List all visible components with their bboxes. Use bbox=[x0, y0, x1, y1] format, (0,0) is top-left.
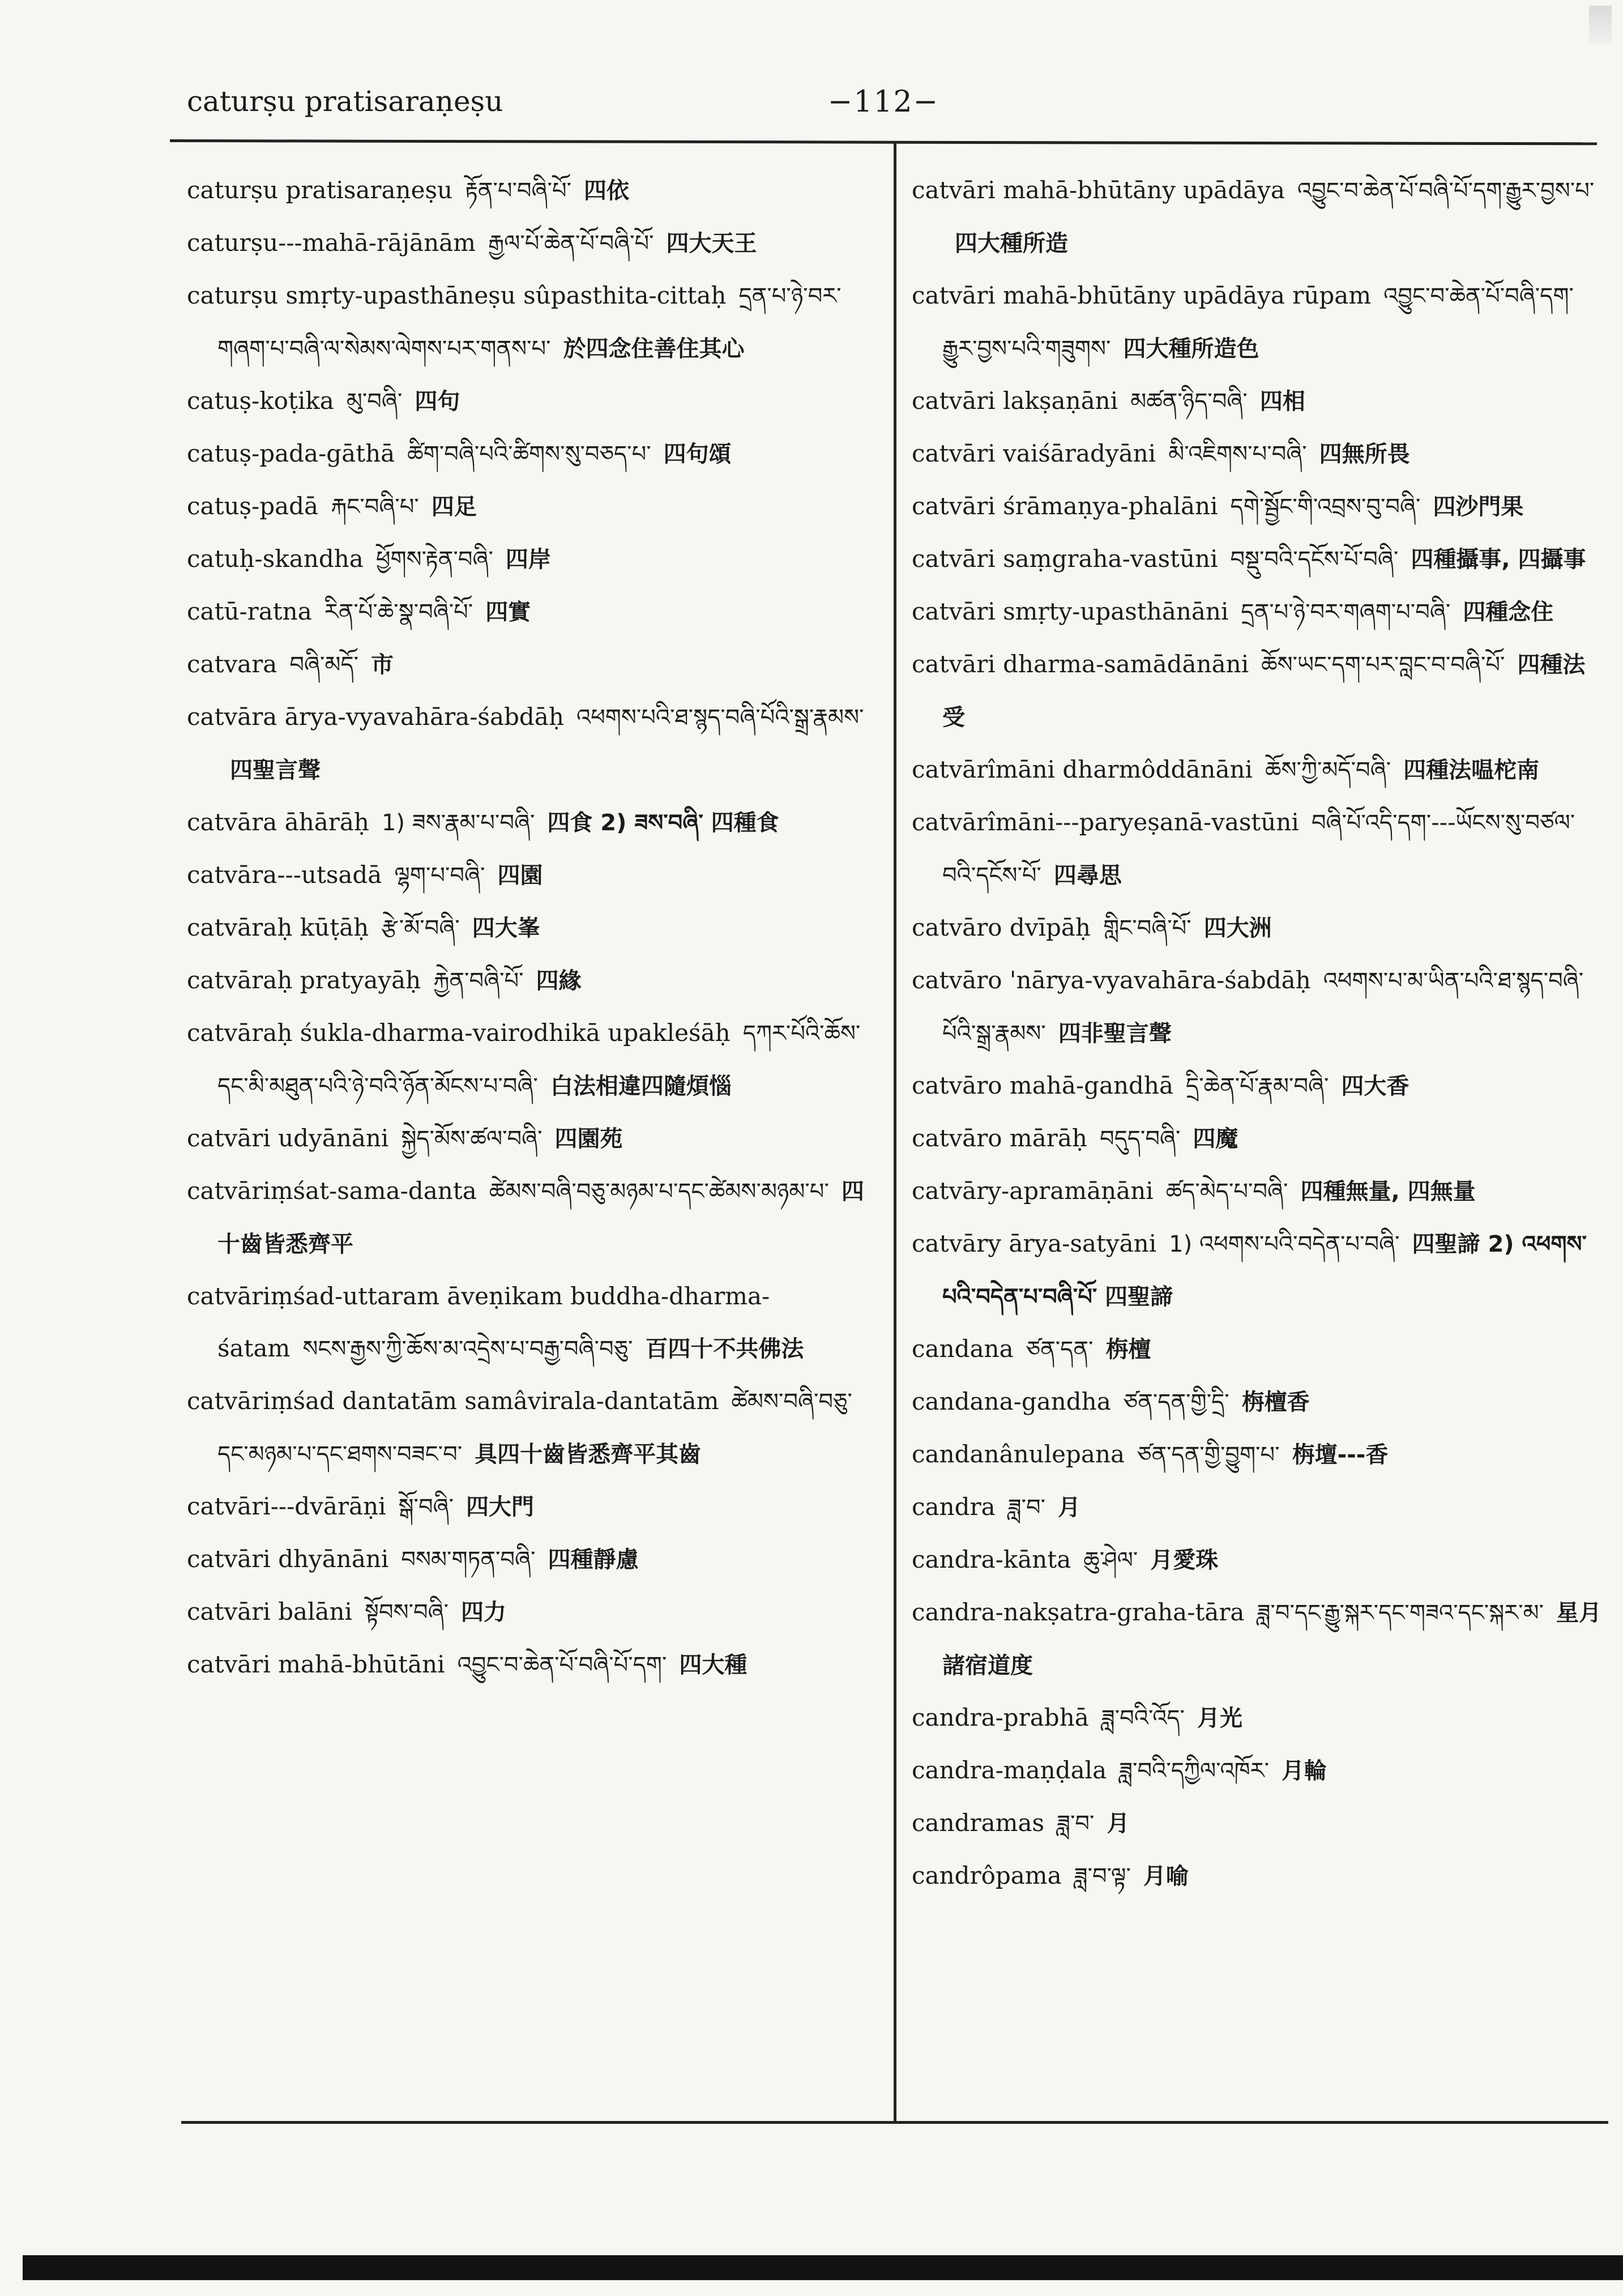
dictionary-entry bbox=[187, 1638, 875, 1691]
entry-chinese: 四聖言聲 bbox=[230, 757, 321, 783]
entry-tibetan: མི་འཇིགས་པ་བཞི་ bbox=[1168, 441, 1307, 467]
entry-headword: catvārîmāni dharmôddānāni bbox=[912, 756, 1253, 783]
entry-tibetan: སྒོ་བཞི་ bbox=[398, 1494, 454, 1520]
dictionary-entry bbox=[912, 1744, 1603, 1797]
entry-headword: candra-kānta bbox=[912, 1546, 1071, 1573]
entry-chinese: 四非聖言聲 bbox=[1058, 1021, 1172, 1047]
dictionary-entry bbox=[912, 796, 1603, 902]
dictionary-entry bbox=[912, 1218, 1603, 1323]
dictionary-entry bbox=[912, 375, 1603, 428]
entry-headword: catuṣ-padā bbox=[187, 492, 319, 520]
entry-tibetan: རྩེ་མོ་བཞི་ bbox=[381, 915, 460, 941]
entry-headword: caturṣu pratisaraṇeṣu bbox=[187, 176, 453, 204]
entry-headword: catvāriṃśat-sama-danta bbox=[187, 1177, 477, 1205]
entry-chinese: 四大種所造 bbox=[955, 231, 1068, 257]
entry-chinese: 栴檀 bbox=[1105, 1337, 1151, 1363]
entry-headword: catvāriṃśad dantatām samâvirala-dantatām bbox=[187, 1387, 719, 1415]
dictionary-entry bbox=[912, 1692, 1603, 1744]
dictionary-entry bbox=[187, 954, 875, 1007]
entry-headword: catvāri lakṣaṇāni bbox=[912, 387, 1118, 415]
dictionary-entry bbox=[912, 1850, 1603, 1902]
dictionary-entry bbox=[187, 1007, 875, 1112]
page-number: −112− bbox=[827, 85, 939, 119]
dictionary-entry bbox=[187, 1375, 875, 1480]
entry-chinese: 四岸 bbox=[505, 547, 551, 573]
entry-chinese: 四力 bbox=[461, 1599, 507, 1625]
entry-headword: catvāro mahā-gandhā bbox=[912, 1072, 1174, 1099]
entry-headword: caturṣu---mahā-rājānām bbox=[187, 229, 476, 257]
left-column bbox=[187, 164, 875, 1691]
entry-tibetan: ཟླ་བ་དང་རྒྱུ་སྐར་དང་གཟའ་དང་སྐར་མ་ bbox=[1257, 1600, 1544, 1626]
entry-headword: candramas bbox=[912, 1809, 1045, 1837]
dictionary-entry bbox=[187, 902, 875, 954]
entry-tibetan: ཚེམས་བཞི་བཅུ་མཉམ་པ་དང་ཚེམས་མཉམ་པ་ bbox=[489, 1179, 829, 1205]
entry-headword: candra-maṇḍala bbox=[912, 1756, 1107, 1784]
entry-tibetan: དཀར་པོའི་ཆོས་དང་མི་མཐུན་པའི་ཉེ་བའི་ཉོན་མོངས་པ་བཞི་ bbox=[217, 1021, 861, 1099]
dictionary-entry bbox=[912, 1060, 1603, 1112]
entry-chinese: 月光 bbox=[1197, 1705, 1242, 1731]
entry-headword: catuḥ-skandha bbox=[187, 545, 364, 573]
entry-headword: catvāry ārya-satyāni bbox=[912, 1230, 1157, 1257]
entry-chinese: 四聖諦 2) འཕགས་པའི་བདེན་པ་བཞི་པོ་ 四聖諦 bbox=[942, 1231, 1587, 1310]
entry-chinese: 栴壇---香 bbox=[1292, 1442, 1389, 1468]
dictionary-entry bbox=[187, 164, 875, 217]
entry-chinese: 四依 bbox=[583, 178, 629, 204]
entry-tibetan: འཕགས་པའི་ཐ་སྙད་བཞི་པོའི་སྒྲ་རྣམས་ bbox=[576, 705, 864, 731]
entry-tibetan: རྟོན་པ་བཞི་པོ་ bbox=[465, 178, 571, 204]
entry-tibetan: ཆུ་ཤེལ་ bbox=[1083, 1547, 1138, 1573]
entry-tibetan: ཟླ་བའི་འོད་ bbox=[1101, 1705, 1185, 1731]
dictionary-entry bbox=[187, 1112, 875, 1165]
entry-headword: catvāra āhārāḥ bbox=[187, 808, 369, 836]
entry-chinese: 四無所畏 bbox=[1319, 441, 1410, 467]
entry-chinese: 四沙門果 bbox=[1433, 494, 1524, 520]
entry-headword: candra-nakṣatra-graha-tāra bbox=[912, 1598, 1245, 1626]
entry-headword: candra-prabhā bbox=[912, 1704, 1089, 1731]
entry-tibetan: འབྱུང་བ་ཆེན་པོ་བཞི་པོ་དག་ bbox=[457, 1652, 667, 1678]
dictionary-entry bbox=[187, 533, 875, 586]
entry-tibetan: ཟླ་བ་ bbox=[1007, 1495, 1046, 1521]
entry-chinese: 月喻 bbox=[1143, 1863, 1189, 1889]
entry-headword: catū-ratna bbox=[187, 598, 312, 625]
entry-chinese: 月 bbox=[1107, 1811, 1130, 1837]
entry-chinese: 四相 bbox=[1259, 389, 1305, 415]
entry-tibetan: བསྡུ་བའི་དངོས་པོ་བཞི་ bbox=[1230, 547, 1399, 573]
entry-tibetan: ཟླ་བ་ལྟ་ bbox=[1074, 1863, 1131, 1889]
entry-tibetan: ཕྱོགས་རྟེན་བཞི་ bbox=[375, 547, 493, 573]
entry-tibetan: རིན་པོ་ཆེ་སྣ་བཞི་པོ་ bbox=[324, 599, 473, 625]
entry-tibetan: སྟོབས་བཞི་ bbox=[364, 1599, 449, 1625]
entry-tibetan: འབྱུང་བ་ཆེན་པོ་བཞི་པོ་དག་རྒྱུར་བྱས་པ་ bbox=[1297, 178, 1595, 204]
dictionary-entry bbox=[912, 480, 1603, 533]
dictionary-entry bbox=[912, 744, 1603, 796]
entry-chinese: 四種法受 bbox=[942, 652, 1586, 731]
dictionary-entry bbox=[187, 217, 875, 270]
entry-headword: candana-gandha bbox=[912, 1388, 1111, 1415]
entry-chinese: 四種攝事, 四攝事 bbox=[1411, 547, 1586, 573]
dictionary-entry bbox=[187, 796, 875, 849]
dictionary-entry bbox=[187, 849, 875, 902]
entry-headword: catvāri śrāmaṇya-phalāni bbox=[912, 492, 1218, 520]
column-divider bbox=[894, 142, 896, 2122]
entry-headword: catvāro dvīpāḥ bbox=[912, 914, 1091, 941]
entry-tibetan: 1) འཕགས་པའི་བདེན་པ་བཞི་ bbox=[1169, 1231, 1400, 1257]
entry-headword: candrôpama bbox=[912, 1862, 1062, 1889]
header-rule bbox=[170, 139, 1597, 145]
entry-tibetan: རྒྱལ་པོ་ཆེན་པོ་བཞི་པོ་ bbox=[488, 231, 654, 257]
entry-tibetan: གླིང་བཞི་པོ་ bbox=[1103, 915, 1191, 941]
dictionary-entry bbox=[187, 1270, 875, 1375]
entry-chinese: 星月諸宿道度 bbox=[942, 1600, 1601, 1679]
entry-headword: catvāro mārāḥ bbox=[912, 1124, 1087, 1152]
entry-headword: candra bbox=[912, 1493, 996, 1521]
entry-chinese: 市 bbox=[371, 652, 394, 678]
right-column bbox=[912, 164, 1603, 1902]
entry-headword: catvāraḥ kūṭāḥ bbox=[187, 914, 369, 941]
entry-chinese: 四種念住 bbox=[1463, 599, 1554, 625]
entry-chinese: 月愛珠 bbox=[1150, 1547, 1219, 1573]
dictionary-entry bbox=[912, 638, 1603, 744]
entry-headword: catvārîmāni---paryeṣanā-vastūni bbox=[912, 808, 1299, 836]
entry-chinese: 四實 bbox=[485, 599, 531, 625]
entry-tibetan: ཚིག་བཞི་པའི་ཚིགས་སུ་བཅད་པ་ bbox=[407, 441, 651, 467]
entry-chinese: 四句 bbox=[415, 389, 460, 415]
dictionary-entry bbox=[187, 1480, 875, 1533]
entry-chinese: 四大香 bbox=[1341, 1073, 1410, 1099]
entry-chinese: 具四十齒皆悉齊平其齒 bbox=[475, 1441, 702, 1467]
entry-headword: catvāriṃśad-uttaram āveṇikam buddha-dharma-śatam bbox=[187, 1282, 770, 1362]
entry-headword: catuṣ-pada-gāthā bbox=[187, 439, 395, 467]
entry-chinese: 栴檀香 bbox=[1241, 1389, 1310, 1415]
entry-chinese: 四大種 bbox=[679, 1652, 748, 1678]
dictionary-entry bbox=[912, 586, 1603, 638]
dictionary-entry bbox=[912, 954, 1603, 1060]
entry-chinese: 於四念住善住其心 bbox=[563, 336, 745, 362]
entry-tibetan: སྐྱེད་མོས་ཚལ་བཞི་ bbox=[401, 1126, 543, 1152]
entry-headword: catvāry-apramāṇāni bbox=[912, 1177, 1154, 1205]
entry-tibetan: ཆོས་ཡང་དག་པར་བླང་བ་བཞི་པོ་ bbox=[1261, 652, 1505, 678]
entry-tibetan: རྐང་བཞི་པ་ bbox=[331, 494, 419, 520]
entry-chinese: 四大天王 bbox=[666, 231, 757, 257]
entry-headword: catvāra---utsadā bbox=[187, 861, 382, 889]
entry-chinese: 白法相違四隨煩惱 bbox=[550, 1073, 732, 1099]
running-head: caturṣu pratisaraṇeṣu bbox=[187, 85, 503, 118]
entry-chinese: 四大峯 bbox=[472, 915, 540, 941]
entry-chinese: 四種無量, 四無量 bbox=[1300, 1179, 1476, 1205]
entry-headword: catvāra ārya-vyavahāra-śabdāḥ bbox=[187, 703, 564, 731]
entry-headword: catvāri mahā-bhūtāni bbox=[187, 1650, 445, 1678]
dictionary-entry bbox=[912, 1112, 1603, 1165]
entry-tibetan: ཙན་དན་གྱི་དྲི་ bbox=[1123, 1389, 1229, 1415]
entry-chinese: 月 bbox=[1058, 1495, 1081, 1521]
entry-tibetan: དྲི་ཆེན་པོ་རྣམ་བཞི་ bbox=[1186, 1073, 1329, 1099]
dictionary-entry bbox=[912, 533, 1603, 586]
entry-tibetan: ཟླ་བ་ bbox=[1057, 1811, 1095, 1837]
entry-headword: catvāraḥ pratyayāḥ bbox=[187, 966, 421, 994]
entry-tibetan: ཟླ་བའི་དཀྱིལ་འཁོར་ bbox=[1119, 1758, 1270, 1784]
dictionary-entry bbox=[187, 586, 875, 638]
entry-tibetan: སངས་རྒྱས་ཀྱི་ཆོས་མ་འདྲེས་པ་བརྒྱ་བཞི་བཅུ་ bbox=[302, 1336, 633, 1362]
entry-tibetan: འཕགས་པ་མ་ཡིན་པའི་ཐ་སྙད་བཞི་པོའི་སྒྲ་རྣམས་ bbox=[942, 968, 1584, 1047]
dictionary-entry bbox=[912, 164, 1603, 270]
dictionary-entry bbox=[187, 691, 875, 796]
entry-tibetan: ལྷག་པ་བཞི་ bbox=[394, 863, 485, 889]
entry-chinese: 四尋思 bbox=[1053, 863, 1122, 889]
entry-headword: catvāri mahā-bhūtāny upādāya bbox=[912, 176, 1285, 204]
entry-tibetan: བསམ་གཏན་བཞི་ bbox=[401, 1547, 536, 1573]
entry-headword: catvāri mahā-bhūtāny upādāya rūpam bbox=[912, 281, 1372, 309]
entry-tibetan: དྲན་པ་ཉེ་བར་གཞག་པ་བཞི་ལ་སེམས་ལེགས་པར་གནས་པ་ bbox=[217, 283, 842, 362]
entry-tibetan: ཚེམས་བཞི་བཅུ་དང་མཉམ་པ་དང་ཐགས་བཟང་བ་ bbox=[217, 1389, 852, 1467]
entry-tibetan: ཙན་དན་གྱི་བྱུག་པ་ bbox=[1137, 1442, 1280, 1468]
entry-chinese: 四十齒皆悉齊平 bbox=[217, 1179, 864, 1257]
entry-tibetan: བདུད་བཞི་ bbox=[1099, 1126, 1181, 1152]
entry-tibetan: ཙན་དན་ bbox=[1026, 1337, 1094, 1363]
dictionary-entry bbox=[187, 1586, 875, 1638]
entry-tibetan: དགེ་སྦྱོང་གི་འབྲས་བུ་བཞི་ bbox=[1230, 494, 1421, 520]
entry-headword: catvāri vaiśāradyāni bbox=[912, 439, 1156, 467]
entry-chinese: 四緣 bbox=[536, 968, 582, 994]
dictionary-entry bbox=[912, 1376, 1603, 1428]
entry-chinese: 四大種所造色 bbox=[1123, 336, 1259, 362]
dictionary-entry bbox=[912, 1323, 1603, 1376]
dictionary-entry bbox=[187, 1533, 875, 1586]
entry-chinese: 月輪 bbox=[1282, 1758, 1327, 1784]
entry-tibetan: རྐྱེན་བཞི་པོ་ bbox=[433, 968, 524, 994]
entry-headword: catvāro 'nārya-vyavahāra-śabdāḥ bbox=[912, 966, 1311, 994]
dictionary-entry bbox=[187, 638, 875, 691]
dictionary-entry bbox=[187, 375, 875, 428]
entry-tibetan: མུ་བཞི་ bbox=[346, 389, 403, 415]
entry-tibetan: བཞི་མདོ་ bbox=[289, 652, 359, 678]
entry-headword: catvara bbox=[187, 650, 277, 678]
entry-chinese: 四足 bbox=[431, 494, 477, 520]
entry-chinese: 四大門 bbox=[466, 1494, 534, 1520]
dictionary-entry bbox=[187, 270, 875, 375]
dictionary-entry bbox=[912, 902, 1603, 954]
entry-chinese: 四種靜慮 bbox=[548, 1547, 639, 1573]
entry-headword: catuṣ-koṭika bbox=[187, 387, 334, 415]
entry-headword: catvāri balāni bbox=[187, 1598, 352, 1625]
dictionary-entry bbox=[912, 1534, 1603, 1586]
entry-chinese: 四句頌 bbox=[663, 441, 732, 467]
dictionary-entry bbox=[912, 1797, 1603, 1850]
dictionary-entry bbox=[912, 428, 1603, 480]
dictionary-entry bbox=[187, 480, 875, 533]
entry-tibetan: མཚན་ཉིད་བཞི་ bbox=[1130, 389, 1248, 415]
scan-edge-band bbox=[23, 2255, 1623, 2280]
footer-rule bbox=[181, 2121, 1608, 2124]
entry-tibetan: བཞི་པོ་འདི་དག་---ཡོངས་སུ་བཙལ་བའི་དངོས་པོ་ bbox=[942, 810, 1575, 889]
entry-headword: catvāri smṛty-upasthānāni bbox=[912, 598, 1229, 625]
entry-headword: candana bbox=[912, 1335, 1014, 1363]
scan-artifact bbox=[1589, 6, 1612, 45]
entry-chinese: 四魔 bbox=[1193, 1126, 1238, 1152]
entry-headword: catvāri---dvārāṇi bbox=[187, 1492, 386, 1520]
dictionary-entry bbox=[187, 428, 875, 480]
entry-headword: catvāri dharma-samādānāni bbox=[912, 650, 1249, 678]
entry-tibetan: འབྱུང་བ་ཆེན་པོ་བཞི་དག་རྒྱུར་བྱས་པའི་གཟུགས་ bbox=[942, 283, 1574, 362]
entry-chinese: 百四十不共佛法 bbox=[645, 1336, 804, 1362]
dictionary-entry bbox=[187, 1165, 875, 1270]
entry-chinese: 四園 bbox=[497, 863, 543, 889]
entry-headword: caturṣu smṛty-upasthāneṣu sûpasthita-cittaḥ bbox=[187, 281, 727, 309]
dictionary-entry bbox=[912, 270, 1603, 375]
entry-headword: catvāri udyānāni bbox=[187, 1124, 389, 1152]
entry-chinese: 四園苑 bbox=[554, 1126, 623, 1152]
entry-tibetan: 1) ཟས་རྣམ་པ་བཞི་ bbox=[381, 810, 535, 836]
entry-headword: candanânulepana bbox=[912, 1440, 1125, 1468]
entry-chinese: 四食 2) ཟས་བཞི་ 四種食 bbox=[547, 810, 779, 836]
dictionary-entry bbox=[912, 1428, 1603, 1481]
entry-headword: catvāri saṃgraha-vastūni bbox=[912, 545, 1218, 573]
entry-tibetan: ཚད་མེད་པ་བཞི་ bbox=[1165, 1179, 1288, 1205]
entry-chinese: 四種法嗢柁南 bbox=[1403, 757, 1540, 783]
entry-headword: catvāraḥ śukla-dharma-vairodhikā upakleśāḥ bbox=[187, 1019, 731, 1047]
dictionary-entry bbox=[912, 1165, 1603, 1218]
entry-chinese: 四大洲 bbox=[1203, 915, 1272, 941]
entry-headword: catvāri dhyānāni bbox=[187, 1545, 389, 1573]
entry-tibetan: དྲན་པ་ཉེ་བར་གཞག་པ་བཞི་ bbox=[1241, 599, 1451, 625]
dictionary-entry bbox=[912, 1586, 1603, 1692]
dictionary-entry bbox=[912, 1481, 1603, 1534]
entry-tibetan: ཆོས་ཀྱི་མདོ་བཞི་ bbox=[1265, 757, 1391, 783]
